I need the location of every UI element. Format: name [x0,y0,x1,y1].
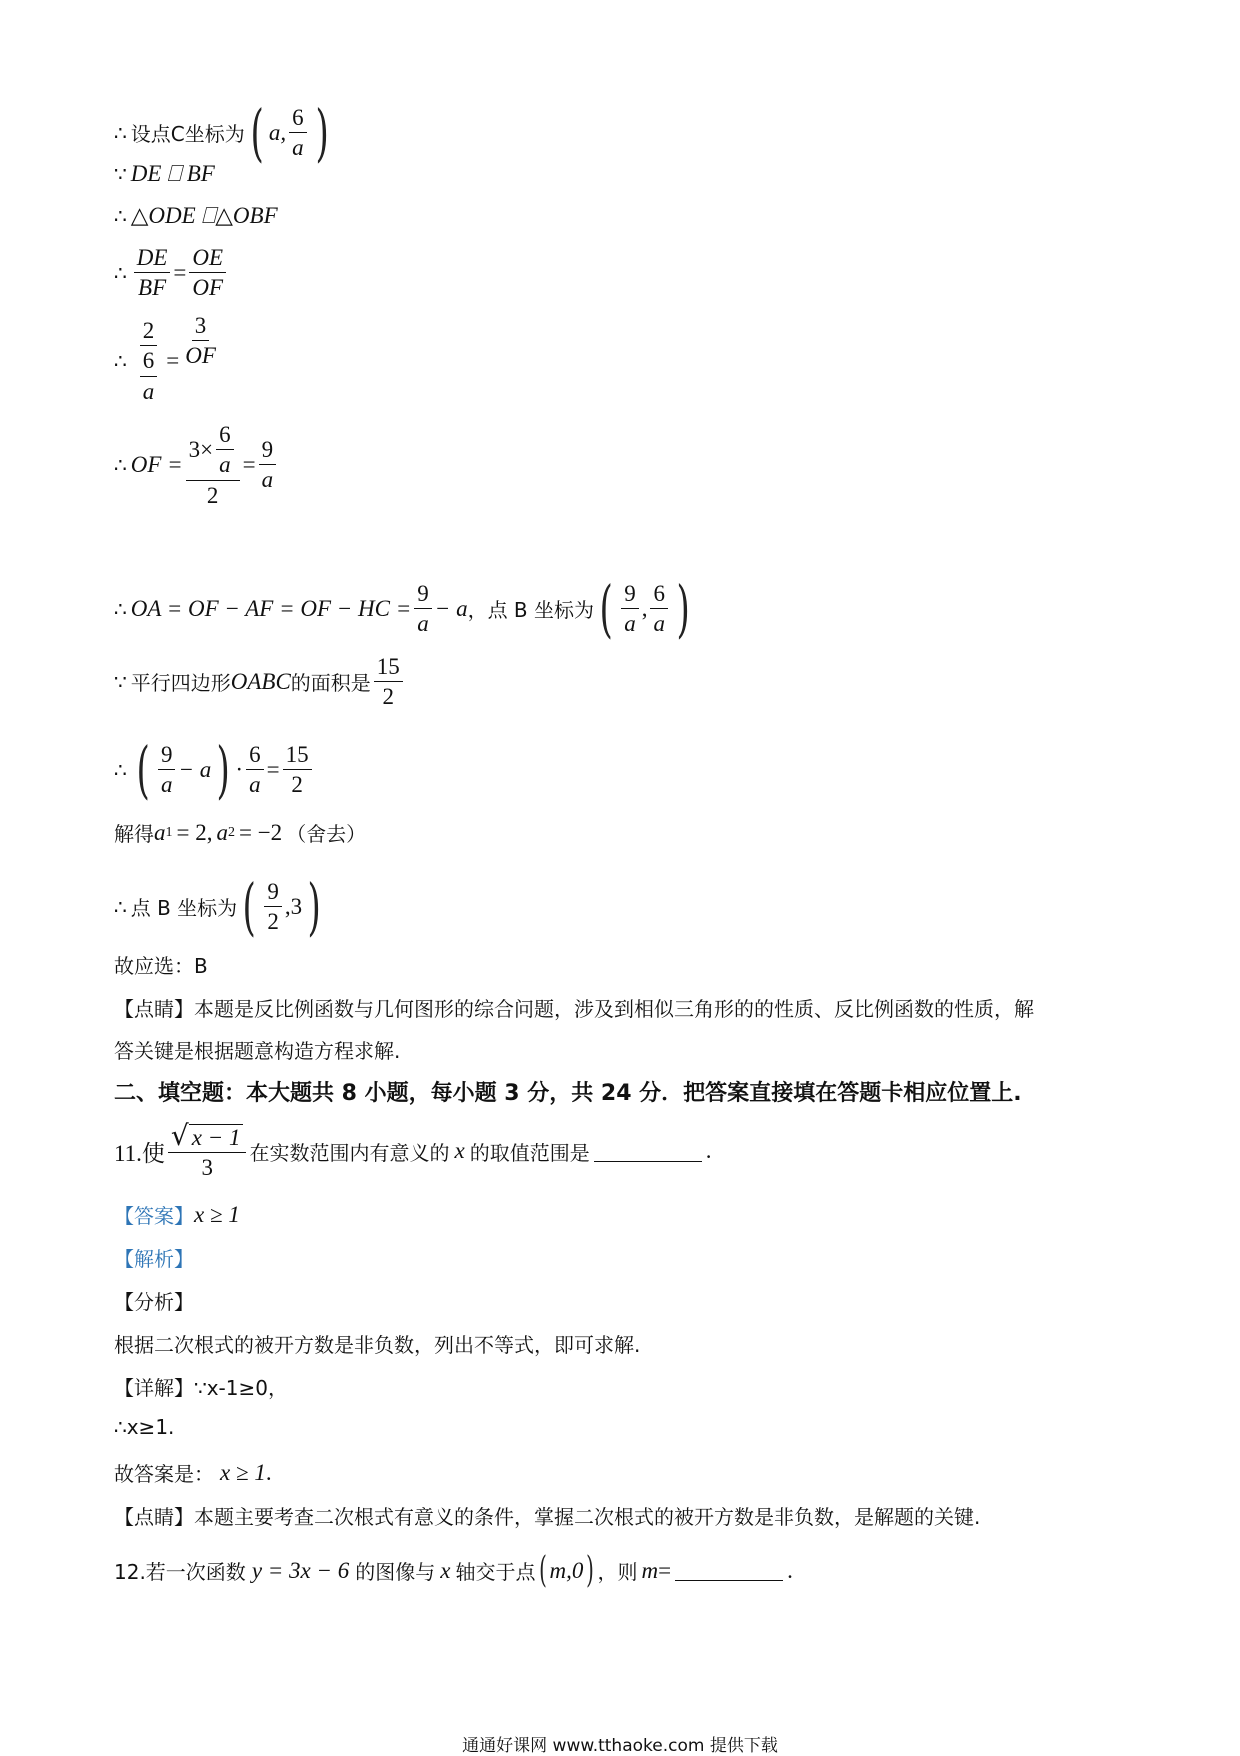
line-c-coordinate: ∴ 设点C坐标为 ( a, $\frac{6}{a}$ ) [114,96,329,169]
line-equation: ∴ ( $\frac{9}{a}$ − a ) · $\frac{6}{a}$ = $\frac{15}{2}$ [114,733,315,806]
answer-line: 【答案】 x ≥ 1 [114,1201,240,1228]
question-11: 11.使 √ x − 1 3 在实数范围内有意义的 x 的取值范围是 . [114,1119,712,1181]
line-area: ∵ 平行四边形 OABC 的面积是 $\frac{15}{2}$ [114,654,406,710]
analysis-label: 【解析】 [114,1247,194,1271]
analysis-text: 根据二次根式的被开方数是非负数，列出不等式，即可求解. [114,1333,641,1357]
line-parallel: ∵ DE ⎕ BF [114,161,215,186]
line-answer-choice: 故应选：B [114,954,208,978]
line-ratio: ∴ $\frac{DE}{BF}$ = $\frac{OE}{OF}$ [114,245,229,301]
question-12: 12.若一次函数 y = 3x − 6 的图像与 x 轴交于点 ( m,0 ) ，则 m = . [114,1550,793,1591]
line-oa-and-b: ∴ OA = OF − AF = OF − HC = $\frac{9}{a}$ − a ，点 B 坐标为 ( $\frac{9}{a}$ , $\frac{6}{a}$ ) [114,572,690,645]
comment-line: 【点睛】本题主要考查二次根式有意义的条件，掌握二次根式的被开方数是非负数，是解题的关键. [114,1505,981,1529]
final-answer-line: 故答案是： x ≥ 1 . [114,1459,272,1486]
answer-blank [594,1141,702,1162]
page-footer: 通通好课网 www.tthaoke.com 提供下载 [462,1736,778,1756]
section-heading: 二、填空题：本大题共 8 小题，每小题 3 分，共 24 分．把答案直接填在答题卡相应位置上. [114,1081,1022,1106]
line-ratio-substituted: ∴ $\frac{2}{\frac{6}{a}}$ = $\frac{3}{OF}$ [114,313,216,404]
line-similar: ∴ △ODE ⎕△OBF [114,203,278,228]
fenxi-label: 【分析】 [114,1290,194,1314]
line-of-value: ∴ OF = 3× $\frac{6}{a}$ 2 = $\frac{9}{a}$ [114,422,279,508]
line-b-coordinate: ∴ 点 B 坐标为 ( $\frac{9}{2}$ ,3 ) [114,870,321,943]
answer-blank-12 [675,1560,783,1581]
line-solution: 解得 a 1 = 2, a 2 = −2 （舍去） [114,819,367,846]
line-comment-1: 【点睛】本题是反比例函数与几何图形的综合问题，涉及到相似三角形的的性质、反比例函数的性质，解 [114,997,1034,1021]
detail-line-1: 【详解】∵x-1≥0， [114,1376,288,1400]
detail-line-2: ∴x≥1. [114,1415,175,1439]
line-comment-2: 答关键是根据题意构造方程求解. [114,1039,401,1063]
